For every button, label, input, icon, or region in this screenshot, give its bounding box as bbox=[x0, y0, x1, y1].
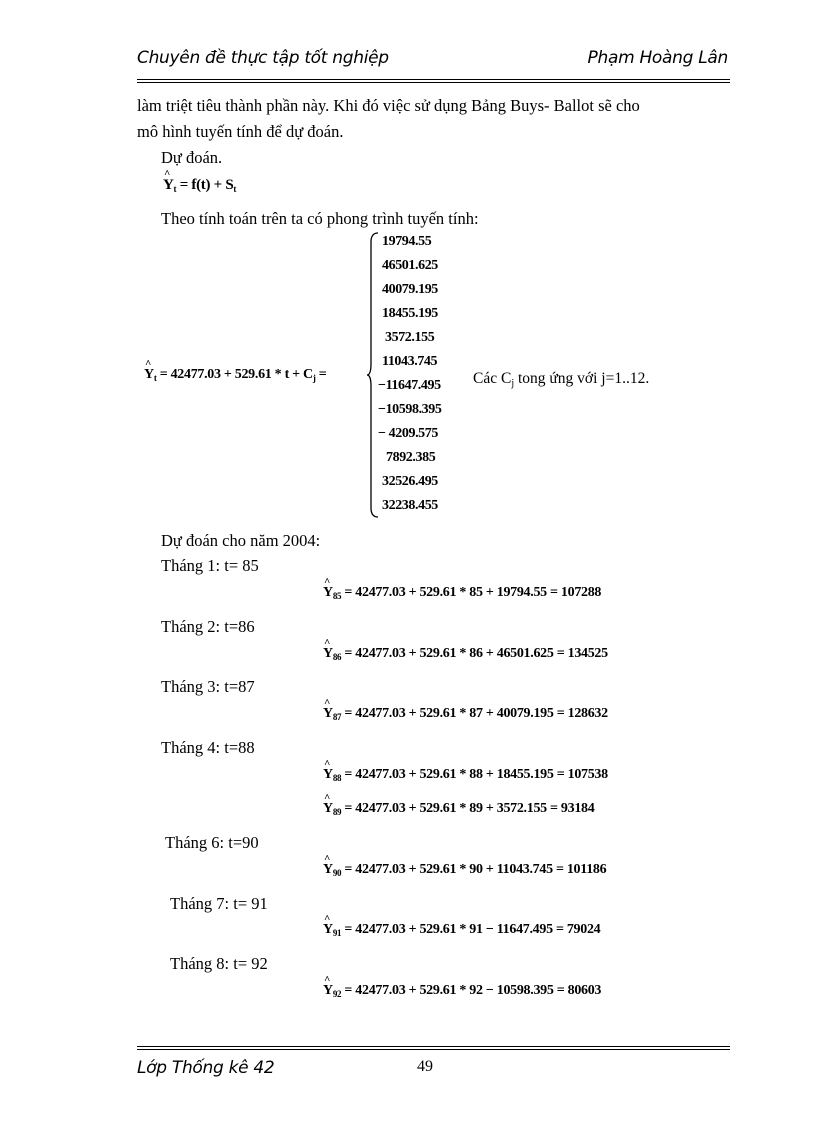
header-title: Chuyên đề thực tập tốt nghiệp bbox=[137, 48, 389, 68]
paragraph-line-2: mô hình tuyến tính để dự đoán. bbox=[137, 122, 344, 141]
footer-rule-1 bbox=[137, 1046, 730, 1047]
month-equation: ^ $Y_{85} = 42477.03 + 529.61 * 85 + 19794.55 = 107288$ bbox=[323, 585, 601, 601]
cj-value: 19794.55 bbox=[382, 234, 432, 249]
linear-equation-intro: Theo tính toán trên ta có phong trình tuyến tính: bbox=[161, 209, 479, 228]
cj-value: − 4209.575 bbox=[378, 426, 438, 441]
month-label: Tháng 3: t=87 bbox=[161, 677, 255, 696]
header-author: Phạm Hoàng Lân bbox=[587, 48, 728, 68]
cj-value: 3572.155 bbox=[385, 330, 435, 345]
page-number: 49 bbox=[417, 1058, 433, 1075]
forecast-2004-label: Dự đoán cho năm 2004: bbox=[161, 531, 321, 550]
page-header bbox=[137, 48, 730, 70]
header-rule-1 bbox=[137, 79, 730, 80]
cj-value: 7892.385 bbox=[386, 450, 436, 465]
main-equation: ^ $Y_t = 42477.03 + 529.61 * t + C_j$ = bbox=[144, 367, 326, 383]
month-equation: ^ $Y_{91} = 42477.03 + 529.61 * 91 - 11647.495 = 79024$ bbox=[323, 922, 600, 938]
cj-note: Các Cj tong ứng với j=1..12. bbox=[473, 370, 650, 389]
paragraph-line-1: làm triệt tiêu thành phần này. Khi đó việc sử dụng Bảng Buys- Ballot sẽ cho bbox=[137, 96, 640, 115]
month-label: Tháng 8: t= 92 bbox=[170, 954, 268, 973]
month-label: Tháng 2: t=86 bbox=[161, 617, 255, 636]
cj-value: 18455.195 bbox=[382, 306, 438, 321]
cj-value: 46501.625 bbox=[382, 258, 438, 273]
month-equation: ^ $Y_{87} = 42477.03 + 529.61 * 87 + 40079.195 = 128632$ bbox=[323, 706, 608, 722]
footer-class-label: Lớp Thống kê 42 bbox=[137, 1058, 275, 1078]
month-label: Tháng 4: t=88 bbox=[161, 738, 255, 757]
du-doan-label: Dự đoán. bbox=[161, 148, 223, 167]
left-brace bbox=[367, 232, 379, 518]
month-equation: ^ $Y_{92} = 42477.03 + 529.61 * 92 - 10598.395 = 80603$ bbox=[323, 983, 601, 999]
header-rule-2 bbox=[137, 82, 730, 83]
month-equation: ^ $Y_{90} = 42477.03 + 529.61 * 90 + 11043.745 = 101186$ bbox=[323, 862, 606, 878]
month-label: Tháng 1: t= 85 bbox=[161, 556, 259, 575]
cj-value: 11043.745 bbox=[382, 354, 438, 369]
footer-rule-2 bbox=[137, 1049, 730, 1050]
month-label: Tháng 7: t= 91 bbox=[170, 894, 268, 913]
cj-value: 40079.195 bbox=[382, 282, 438, 297]
cj-value: 32526.495 bbox=[382, 474, 438, 489]
month-label: Tháng 6: t=90 bbox=[165, 833, 259, 852]
month-equation: ^ $Y_{86} = 42477.03 + 529.61 * 86 + 46501.625 = 134525$ bbox=[323, 646, 608, 662]
cj-value: 32238.455 bbox=[382, 498, 438, 513]
cj-value: −10598.395 bbox=[378, 402, 442, 417]
month-equation: ^ $Y_{89} = 42477.03 + 529.61 * 89 + 3572.155 = 93184$ bbox=[323, 801, 594, 817]
cj-value: −11647.495 bbox=[378, 378, 441, 393]
forecast-formula: ^ $Y_t = f(t) + S_t$ bbox=[163, 177, 236, 194]
month-equation: ^ $Y_{88} = 42477.03 + 529.61 * 88 + 18455.195 = 107538$ bbox=[323, 767, 608, 783]
